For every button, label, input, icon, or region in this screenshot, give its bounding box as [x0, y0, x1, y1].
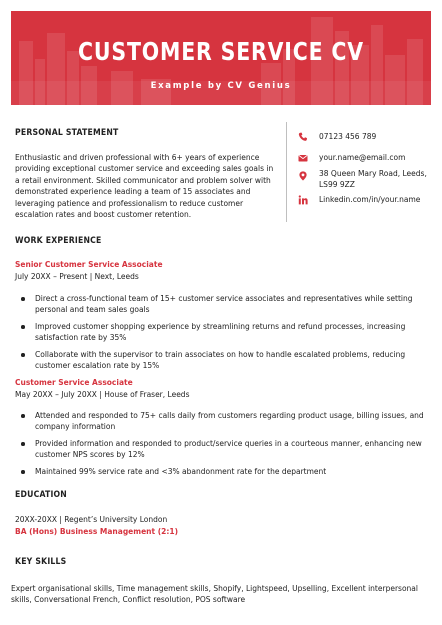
- address-text: 38 Queen Mary Road, Leeds, LS99 9ZZ: [319, 169, 427, 189]
- job-meta: July 20XX – Present | Next, Leeds: [15, 272, 139, 281]
- list-item: [15, 293, 425, 315]
- phone-icon: [298, 132, 308, 142]
- education-degree: BA (Hons) Business Management (2:1): [15, 527, 178, 536]
- work-experience-heading: WORK EXPERIENCE: [15, 236, 102, 246]
- bullet-text: Improved customer shopping experience by streamlining returns and refund processes, increasing satisfaction rate by 35%: [35, 322, 406, 342]
- phone-text: 07123 456 789: [319, 132, 377, 141]
- contact-address: [298, 168, 433, 190]
- list-item: [15, 410, 425, 432]
- job-title: Customer Service Associate: [15, 378, 133, 387]
- bullet-dot: [21, 414, 25, 418]
- contact-email[interactable]: [298, 152, 433, 163]
- job-bullets: [15, 410, 425, 483]
- email-icon: [298, 153, 308, 163]
- cv-title: CUSTOMER SERVICE CV: [78, 37, 364, 66]
- bullet-text: Provided information and responded to product/service queries in a courteous manner, enhancing new customer NPS scores by 12%: [35, 439, 422, 459]
- key-skills-text: Expert organisational skills, Time management skills, Shopify, Lightspeed, Upselling, Excellent interpersonal skills, Conversational French, Conflict resolution, POS software: [11, 584, 418, 605]
- linkedin-text: Linkedin.com/in/your.name: [319, 195, 421, 204]
- education-line: 20XX-20XX | Regent’s University London: [15, 515, 168, 524]
- job-meta: May 20XX – July 20XX | House of Fraser, Leeds: [15, 390, 190, 399]
- list-item: [15, 438, 425, 460]
- bullet-dot: [21, 297, 25, 301]
- personal-statement-text: Enthusiastic and driven professional with 6+ years of experience providing exceptional customer service and exceeding sales goals in a retail environment. Skilled communicator and problem solver with demonstrated experience leading a team of 15 associates and leveraging patience and professionalism to reduce customer escalation rates and boost customer retention.: [15, 153, 274, 220]
- bullet-text: Attended and responded to 75+ calls daily from customers regarding product usage, billing issues, and company information: [35, 411, 424, 431]
- job-title: Senior Customer Service Associate: [15, 260, 163, 269]
- cv-header: [11, 11, 431, 105]
- column-divider: [286, 122, 287, 222]
- email-text: your.name@email.com: [319, 153, 406, 162]
- personal-statement-heading: PERSONAL STATEMENT: [15, 128, 119, 138]
- linkedin-icon: [298, 195, 308, 205]
- bullet-text: Collaborate with the supervisor to train associates on how to handle escalated problems, reducing customer escalation rate by 15%: [35, 350, 406, 370]
- education-heading: EDUCATION: [15, 490, 67, 500]
- list-item: [15, 466, 425, 477]
- job-bullets: [15, 293, 425, 377]
- key-skills-heading: KEY SKILLS: [15, 557, 67, 567]
- location-icon: [298, 171, 308, 181]
- bullet-dot: [21, 470, 25, 474]
- bullet-dot: [21, 442, 25, 446]
- contact-phone[interactable]: [298, 131, 433, 142]
- list-item: [15, 349, 425, 371]
- bullet-text: Direct a cross-functional team of 15+ customer service associates and representatives while setting personal and team sales goals: [35, 294, 413, 314]
- bullet-text: Maintained 99% service rate and <3% abandonment rate for the department: [35, 467, 327, 476]
- list-item: [15, 321, 425, 343]
- bullet-dot: [21, 353, 25, 357]
- cv-subtitle: Example by CV Genius: [150, 81, 292, 91]
- contact-linkedin[interactable]: [298, 194, 433, 205]
- bullet-dot: [21, 325, 25, 329]
